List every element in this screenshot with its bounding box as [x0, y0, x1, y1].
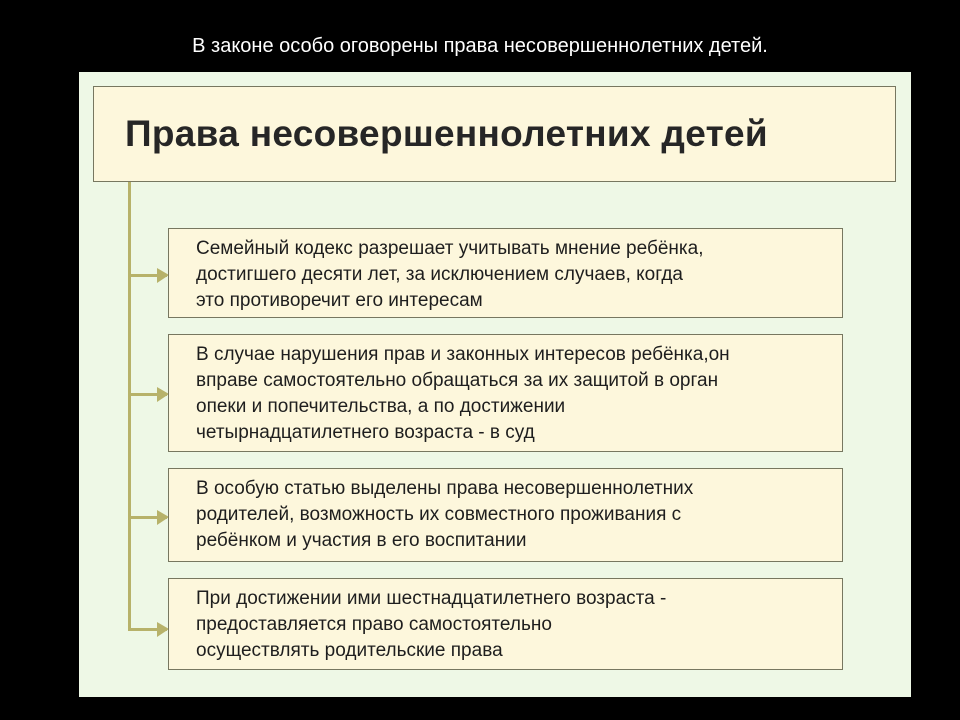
rights-item-1: [168, 228, 843, 318]
rights-item-4: [168, 578, 843, 670]
diagram-title-box: [93, 86, 896, 182]
rights-item-3: [168, 468, 843, 562]
connector-arrow-3: [131, 516, 167, 519]
rights-item-text: В особую статью выделены права несовершеннолетних родителей, возможность их совместного проживания с ребёнком и участия в его воспитании: [196, 478, 694, 551]
slide-caption: В законе особо оговорены права несовершеннолетних детей.: [192, 35, 768, 57]
rights-item-text: Семейный кодекс разрешает учитывать мнение ребёнка, достигшего десяти лет, за исключением случаев, когда это противоречит его интересам: [196, 238, 704, 311]
connector-trunk: [128, 182, 131, 631]
connector-arrow-4: [131, 628, 167, 631]
rights-item-2: [168, 334, 843, 452]
rights-item-text: При достижении ими шестнадцатилетнего возраста - предоставляется право самостоятельно осуществлять родительские права: [196, 588, 667, 661]
connector-arrow-1: [131, 274, 167, 277]
diagram-title: Права несовершеннолетних детей: [125, 113, 768, 154]
connector-arrow-2: [131, 393, 167, 396]
rights-item-text: В случае нарушения прав и законных интересов ребёнка,он вправе самостоятельно обращаться за их защитой в орган опеки и попечительства, а по достижении четырнадцатилетнего возраста - в суд: [196, 344, 730, 443]
